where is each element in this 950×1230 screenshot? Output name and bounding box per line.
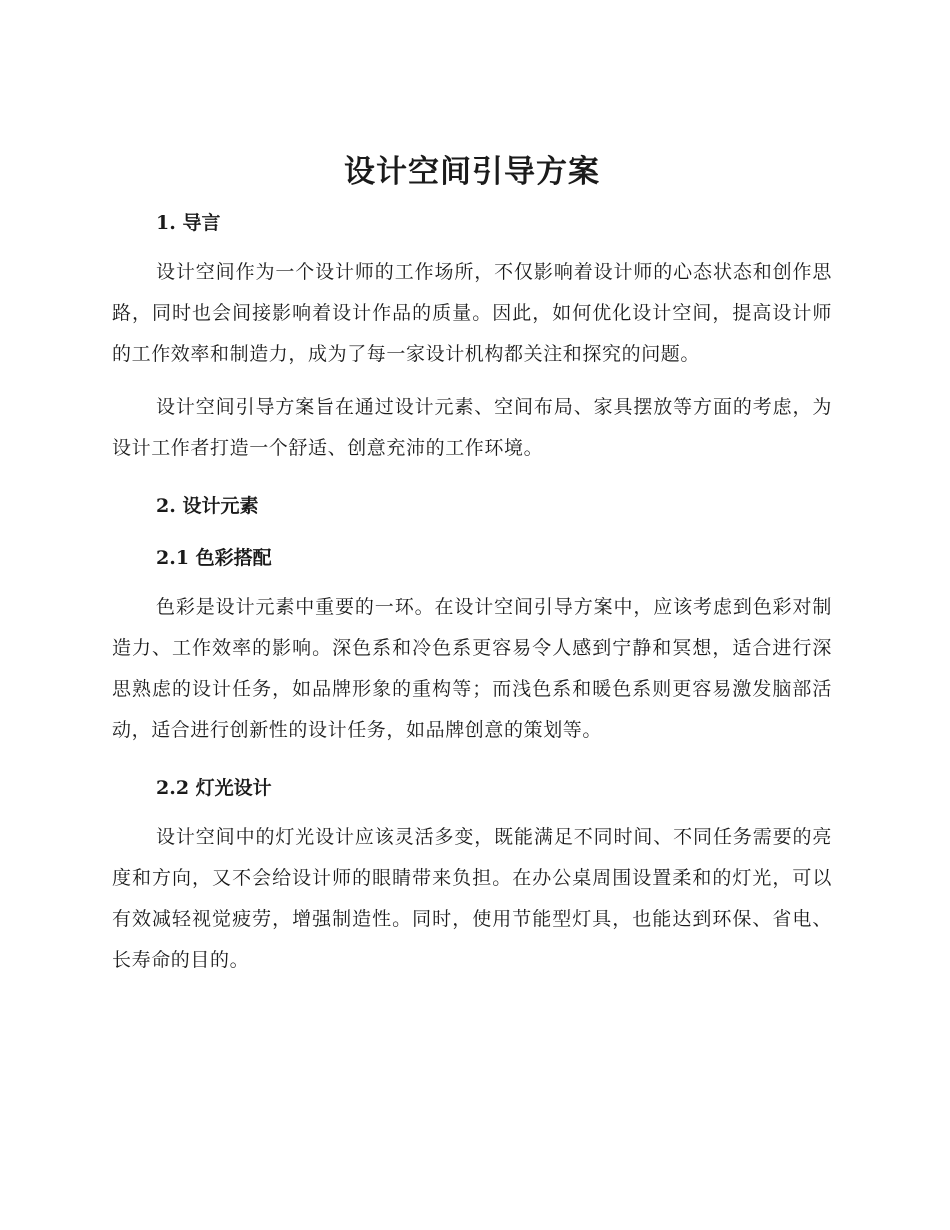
section-color-matching: [112, 543, 832, 751]
section-lighting-design: [112, 773, 832, 981]
paragraph: 设计空间作为一个设计师的工作场所，不仅影响着设计师的心态状态和创作思路，同时也会间接影响着设计作品的质量。因此，如何优化设计空间，提高设计师的工作效率和制造力，成为了每一家设计机构都关注和探究的问题。: [112, 261, 832, 365]
section-heading: 1. 导言: [156, 212, 221, 234]
paragraph: 色彩是设计元素中重要的一环。在设计空间引导方案中，应该考虑到色彩对制造力、工作效率的影响。深色系和冷色系更容易令人感到宁静和冥想，适合进行深思熟虑的设计任务，如品牌形象的重构等；而浅色系和暖色系则更容易激发脑部活动，适合进行创新性的设计任务，如品牌创意的策划等。: [112, 596, 832, 741]
document-title: 设计空间引导方案: [344, 154, 600, 190]
section-heading: 2. 设计元素: [156, 495, 259, 517]
subsection-heading: 2.1 色彩搭配: [156, 547, 272, 569]
document-page: [112, 150, 832, 981]
subsection-heading: 2.2 灯光设计: [156, 777, 272, 799]
paragraph: 设计空间引导方案旨在通过设计元素、空间布局、家具摆放等方面的考虑，为设计工作者打造一个舒适、创意充沛的工作环境。: [112, 396, 832, 459]
section-design-elements: [112, 491, 832, 521]
section-introduction: [112, 208, 832, 469]
paragraph: 设计空间中的灯光设计应该灵活多变，既能满足不同时间、不同任务需要的亮度和方向，又不会给设计师的眼睛带来负担。在办公桌周围设置柔和的灯光，可以有效减轻视觉疲劳，增强制造性。同时，使用节能型灯具，也能达到环保、省电、长寿命的目的。: [112, 826, 832, 971]
